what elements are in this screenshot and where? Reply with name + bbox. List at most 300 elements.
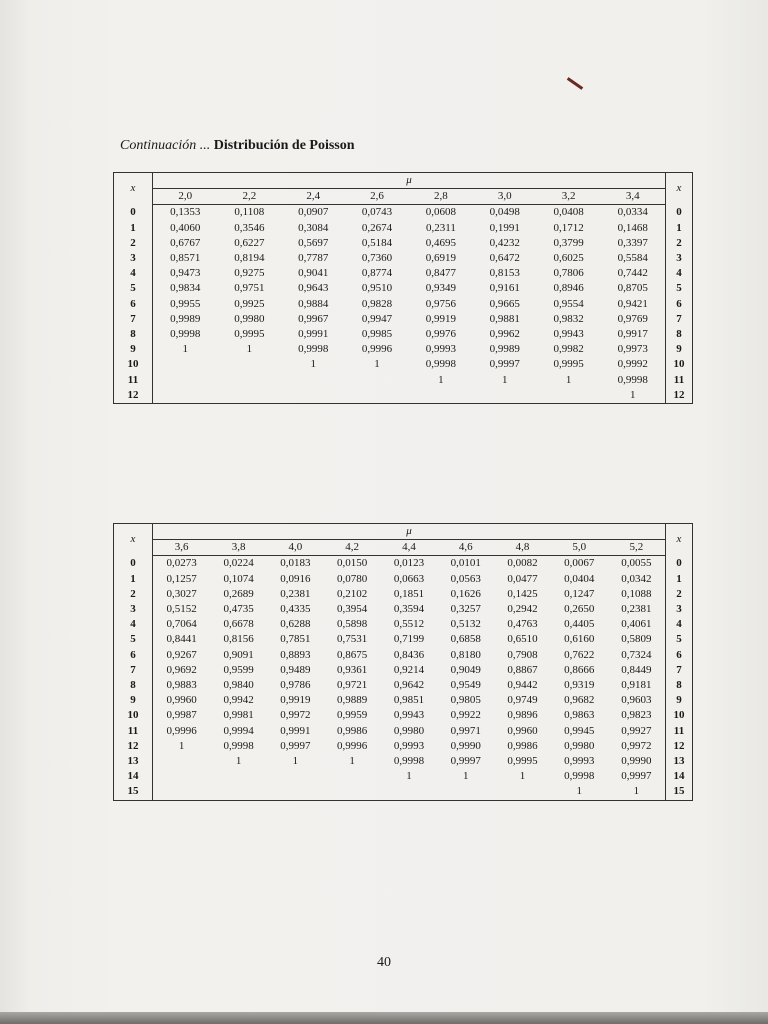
probability-cell: 1 (374, 358, 380, 371)
probability-cell (217, 357, 281, 372)
table-row (114, 587, 693, 602)
probability-cell: 1 (292, 755, 299, 768)
probability-cell (153, 784, 211, 800)
probability-cell: 0,0608 (425, 206, 457, 219)
probability-cell: 0,9980 (564, 739, 595, 752)
probability-cell: 0,9161 (489, 282, 520, 295)
mu-value: 2,4 (281, 189, 345, 205)
x-value-right: 14 (666, 769, 693, 784)
table-row (114, 663, 693, 678)
table-row (114, 281, 693, 296)
x-value-right: 8 (666, 327, 693, 342)
probability-cell: 0,5584 (617, 252, 648, 265)
x-value-left: 14 (114, 769, 153, 784)
probability-cell: 1 (349, 755, 355, 768)
table-row (114, 739, 693, 754)
x-value-right: 8 (666, 678, 693, 693)
x-value-right: 7 (666, 312, 693, 327)
probability-cell: 0,3594 (393, 603, 425, 616)
probability-cell: 0,6160 (564, 633, 595, 646)
x-value-right: 15 (666, 784, 693, 800)
probability-cell: 0,9995 (553, 358, 584, 371)
x-value-left: 10 (114, 708, 153, 723)
probability-cell: 1 (406, 770, 412, 783)
probability-cell: 0,9998 (617, 373, 648, 386)
probability-cell: 0,1425 (507, 587, 538, 600)
probability-cell: 0,8194 (234, 252, 265, 265)
probability-cell (210, 769, 267, 784)
probability-cell: 0,9955 (170, 297, 201, 310)
probability-cell: 0,9986 (507, 739, 538, 752)
x-value-right: 13 (666, 754, 693, 769)
probability-cell: 0,4060 (170, 221, 201, 234)
mu-label: μ (153, 173, 666, 189)
table-row (114, 342, 693, 357)
probability-cell: 0,3257 (450, 603, 481, 616)
probability-cell: 0,9973 (617, 343, 648, 356)
probability-cell: 1 (551, 784, 608, 800)
table-row (114, 327, 693, 342)
table-row (114, 724, 693, 739)
probability-cell: 0,9960 (166, 694, 197, 707)
probability-cell: 1 (502, 373, 508, 386)
probability-cell: 0,9642 (393, 679, 425, 692)
table-row (114, 602, 693, 617)
probability-cell: 0,9980 (234, 312, 265, 325)
probability-cell (537, 388, 601, 404)
probability-cell: 0,0477 (507, 572, 538, 585)
x-value-right: 2 (666, 236, 693, 251)
probability-cell: 0,0224 (223, 557, 254, 570)
mu-value: 2,0 (153, 189, 218, 205)
probability-cell: 0,7199 (393, 633, 425, 646)
probability-cell: 0,9998 (170, 328, 201, 341)
probability-cell: 0,9823 (621, 709, 652, 722)
probability-cell: 0,9665 (489, 297, 520, 310)
probability-cell: 0,9997 (450, 755, 481, 768)
probability-cell: 0,9917 (617, 328, 648, 341)
mu-value: 3,2 (537, 189, 601, 205)
x-value-right: 10 (666, 357, 693, 372)
probability-cell: 0,9996 (337, 739, 368, 752)
table-row (114, 266, 693, 281)
probability-cell: 0,9473 (170, 267, 201, 280)
probability-cell: 0,1353 (170, 206, 201, 219)
probability-cell: 0,9990 (621, 755, 652, 768)
probability-cell: 1 (519, 770, 526, 783)
probability-cell: 0,5898 (337, 618, 368, 631)
x-value-right: 0 (666, 205, 693, 221)
probability-cell: 0,0663 (393, 572, 425, 585)
probability-cell: 0,8675 (337, 648, 368, 661)
x-value-right: 2 (666, 587, 693, 602)
probability-cell: 0,9993 (425, 343, 457, 356)
probability-cell: 0,4695 (425, 236, 457, 249)
probability-cell: 0,9993 (393, 739, 425, 752)
probability-cell: 0,9554 (553, 297, 584, 310)
table-row (114, 648, 693, 663)
probability-cell: 0,3546 (234, 221, 265, 234)
probability-cell: 1 (565, 373, 572, 386)
probability-cell: 0,9989 (489, 343, 520, 356)
probability-cell: 0,1712 (553, 221, 584, 234)
x-value-left: 7 (114, 663, 153, 678)
probability-cell: 0,9756 (425, 297, 457, 310)
probability-cell: 1 (178, 739, 185, 752)
x-value-right: 9 (666, 342, 693, 357)
probability-cell (409, 388, 473, 404)
probability-cell: 0,9319 (564, 679, 595, 692)
probability-cell: 0,9603 (621, 694, 652, 707)
probability-cell: 0,8946 (553, 282, 584, 295)
probability-cell: 0,9972 (621, 739, 652, 752)
x-value-right: 5 (666, 281, 693, 296)
mu-value: 3,6 (153, 540, 211, 556)
probability-cell: 0,9919 (280, 694, 311, 707)
probability-cell (153, 373, 218, 388)
probability-cell: 0,9989 (170, 312, 201, 325)
table-row (114, 784, 693, 800)
x-value-left: 1 (114, 221, 153, 236)
probability-cell: 0,3027 (166, 587, 197, 600)
probability-cell: 0,8449 (621, 663, 652, 676)
x-header-left: x (114, 524, 153, 556)
probability-cell: 0,9998 (298, 343, 329, 356)
probability-cell (267, 769, 324, 784)
table-row (114, 221, 693, 236)
table-row (114, 632, 693, 647)
probability-cell: 0,1247 (564, 587, 595, 600)
probability-cell: 0,9995 (507, 755, 538, 768)
x-value-left: 12 (114, 388, 153, 404)
scan-edge (0, 1012, 768, 1024)
probability-cell: 0,9275 (234, 267, 265, 280)
probability-cell: 0,9994 (223, 724, 254, 737)
probability-cell: 0,7787 (298, 252, 329, 265)
probability-cell: 0,9361 (337, 663, 368, 676)
probability-cell: 0,7908 (507, 648, 538, 661)
probability-cell: 0,0101 (450, 557, 481, 570)
probability-cell: 1 (182, 343, 188, 356)
probability-cell: 0,9922 (450, 709, 481, 722)
probability-cell: 0,8180 (450, 648, 481, 661)
probability-cell: 0,0916 (280, 572, 311, 585)
probability-cell: 0,5809 (621, 633, 652, 646)
probability-cell: 0,9549 (450, 679, 481, 692)
probability-cell: 0,2942 (507, 603, 538, 616)
probability-cell: 0,9510 (361, 282, 393, 295)
table-row (114, 205, 693, 221)
x-value-left: 6 (114, 648, 153, 663)
x-value-left: 6 (114, 297, 153, 312)
probability-cell: 0,8571 (170, 252, 201, 265)
probability-cell: 0,9992 (617, 358, 648, 371)
x-header-right: x (666, 173, 693, 205)
probability-cell: 0,9967 (298, 312, 329, 325)
mu-values-row (114, 189, 693, 205)
probability-cell: 0,9987 (166, 709, 197, 722)
mu-value: 5,2 (608, 540, 666, 556)
x-value-right: 10 (666, 708, 693, 723)
table-row (114, 769, 693, 784)
probability-cell: 0,9786 (280, 679, 311, 692)
probability-cell: 0,9805 (450, 694, 481, 707)
mu-value: 4,2 (324, 540, 381, 556)
probability-cell: 0,9943 (393, 709, 425, 722)
x-value-right: 11 (666, 373, 693, 388)
probability-cell: 0,9851 (393, 694, 425, 707)
probability-cell: 0,5512 (393, 618, 425, 631)
probability-cell: 0,9828 (361, 297, 393, 310)
probability-cell: 0,0067 (564, 557, 595, 570)
x-value-left: 10 (114, 357, 153, 372)
x-value-left: 2 (114, 587, 153, 602)
probability-cell (345, 388, 409, 404)
probability-cell: 0,9991 (280, 724, 311, 737)
probability-cell: 0,4232 (489, 236, 520, 249)
probability-cell: 0,9997 (280, 739, 311, 752)
probability-cell: 0,1851 (393, 587, 425, 600)
x-value-left: 11 (114, 724, 153, 739)
x-value-right: 1 (666, 572, 693, 587)
probability-cell: 0,4061 (621, 618, 652, 631)
x-value-left: 2 (114, 236, 153, 251)
mu-value: 3,4 (601, 189, 666, 205)
probability-cell: 0,9998 (425, 358, 457, 371)
x-value-left: 13 (114, 754, 153, 769)
probability-cell (217, 373, 281, 388)
probability-cell (324, 769, 381, 784)
probability-cell: 0,9749 (507, 694, 538, 707)
probability-cell: 0,9682 (564, 694, 595, 707)
probability-cell: 0,8441 (166, 633, 197, 646)
probability-cell: 0,3954 (337, 603, 368, 616)
probability-cell: 0,9442 (507, 679, 538, 692)
probability-cell: 0,8156 (223, 633, 254, 646)
mu-value: 4,6 (437, 540, 494, 556)
x-value-right: 7 (666, 663, 693, 678)
probability-cell: 0,7324 (621, 648, 652, 661)
probability-cell: 0,0780 (337, 572, 368, 585)
probability-cell (217, 388, 281, 404)
x-value-left: 8 (114, 678, 153, 693)
probability-cell (437, 784, 494, 800)
probability-cell: 0,9990 (450, 739, 481, 752)
mu-label: μ (153, 524, 666, 540)
probability-cell: 0,9985 (361, 328, 393, 341)
x-value-left: 5 (114, 281, 153, 296)
probability-cell: 0,6025 (553, 252, 584, 265)
probability-cell: 0,2381 (280, 587, 311, 600)
probability-cell: 0,9883 (166, 679, 197, 692)
probability-cell: 0,8477 (425, 267, 457, 280)
table-row (114, 388, 693, 404)
probability-cell: 1 (235, 755, 242, 768)
probability-cell (473, 388, 537, 404)
x-value-left: 7 (114, 312, 153, 327)
x-value-right: 3 (666, 602, 693, 617)
poisson-table-1 (113, 172, 693, 404)
probability-cell: 0,9884 (298, 297, 329, 310)
x-value-right: 6 (666, 297, 693, 312)
probability-cell: 0,9863 (564, 709, 595, 722)
probability-cell: 0,1088 (621, 587, 652, 600)
probability-cell: 0,7622 (564, 648, 595, 661)
probability-cell: 0,9925 (234, 297, 265, 310)
table-row (114, 678, 693, 693)
probability-cell: 0,9943 (553, 328, 584, 341)
probability-cell (153, 388, 218, 404)
probability-cell: 1 (601, 388, 666, 404)
x-value-left: 1 (114, 572, 153, 587)
table-row (114, 357, 693, 372)
probability-cell (210, 784, 267, 800)
probability-cell: 0,8705 (617, 282, 648, 295)
probability-cell: 0,2689 (223, 587, 254, 600)
probability-cell: 0,9751 (234, 282, 265, 295)
table-row (114, 693, 693, 708)
probability-cell: 0,6227 (234, 236, 265, 249)
probability-cell (281, 373, 345, 388)
probability-cell: 1 (462, 770, 469, 783)
probability-cell: 0,7442 (617, 267, 648, 280)
mu-value: 3,8 (210, 540, 267, 556)
x-value-right: 4 (666, 617, 693, 632)
probability-cell: 0,9976 (425, 328, 457, 341)
probability-cell (153, 754, 211, 769)
probability-cell: 0,0273 (166, 557, 197, 570)
probability-cell: 0,9881 (489, 312, 520, 325)
probability-cell: 0,4763 (507, 618, 538, 631)
probability-cell: 1 (608, 784, 666, 800)
probability-cell (267, 784, 324, 800)
mu-value: 5,0 (551, 540, 608, 556)
probability-cell: 0,5152 (166, 603, 197, 616)
probability-cell: 0,9945 (564, 724, 595, 737)
probability-cell: 0,2311 (425, 221, 456, 234)
probability-cell: 0,9834 (170, 282, 201, 295)
probability-cell: 0,0334 (617, 206, 648, 219)
probability-cell (153, 769, 211, 784)
probability-cell: 0,0150 (337, 557, 368, 570)
probability-cell: 0,9181 (621, 679, 652, 692)
x-value-left: 8 (114, 327, 153, 342)
x-value-left: 5 (114, 632, 153, 647)
probability-cell: 0,2674 (361, 221, 393, 234)
x-value-right: 11 (666, 724, 693, 739)
probability-cell: 0,0907 (298, 206, 329, 219)
probability-cell: 0,0404 (564, 572, 595, 585)
probability-cell: 0,0183 (280, 557, 311, 570)
probability-cell: 0,3084 (298, 221, 329, 234)
mu-values-row (114, 540, 693, 556)
x-value-right: 6 (666, 648, 693, 663)
heading-title: Distribución de Poisson (213, 138, 355, 153)
probability-cell: 0,6767 (170, 236, 201, 249)
probability-cell: 0,0055 (621, 557, 652, 570)
probability-cell: 0,9927 (621, 724, 652, 737)
probability-cell: 0,7064 (166, 618, 197, 631)
probability-cell: 0,9896 (507, 709, 538, 722)
x-value-left: 11 (114, 373, 153, 388)
probability-cell: 0,3799 (553, 236, 584, 249)
page-heading (120, 138, 355, 154)
x-value-right: 4 (666, 266, 693, 281)
probability-cell: 0,9960 (507, 724, 538, 737)
mu-value: 2,8 (409, 189, 473, 205)
probability-cell: 0,9998 (223, 739, 254, 752)
probability-cell (494, 784, 551, 800)
probability-cell: 1 (310, 358, 316, 371)
probability-cell: 0,9947 (361, 312, 393, 325)
probability-cell: 0,4335 (280, 603, 311, 616)
x-value-left: 15 (114, 784, 153, 800)
probability-cell: 0,6678 (223, 618, 254, 631)
table-row (114, 617, 693, 632)
probability-cell (381, 784, 438, 800)
probability-cell: 0,2650 (564, 603, 595, 616)
x-value-left: 9 (114, 693, 153, 708)
x-value-left: 4 (114, 266, 153, 281)
table-row (114, 754, 693, 769)
x-value-right: 5 (666, 632, 693, 647)
mu-value: 4,4 (381, 540, 438, 556)
mu-value: 3,0 (473, 189, 537, 205)
probability-cell: 0,9489 (280, 663, 311, 676)
probability-cell: 0,4405 (564, 618, 595, 631)
probability-cell: 0,0408 (553, 206, 584, 219)
probability-cell: 0,9981 (223, 709, 254, 722)
table-row (114, 312, 693, 327)
probability-cell: 0,7531 (337, 633, 368, 646)
probability-cell: 0,9840 (223, 679, 254, 692)
probability-cell: 0,8666 (564, 663, 595, 676)
x-value-left: 0 (114, 556, 153, 572)
probability-cell: 0,9998 (564, 770, 595, 783)
x-value-left: 4 (114, 617, 153, 632)
probability-cell: 0,9972 (280, 709, 311, 722)
x-value-left: 3 (114, 251, 153, 266)
probability-cell: 0,1074 (223, 572, 254, 585)
mu-value: 2,6 (345, 189, 409, 205)
probability-cell: 0,9982 (553, 343, 584, 356)
probability-cell: 0,9599 (223, 663, 254, 676)
probability-cell: 0,9993 (564, 755, 595, 768)
probability-cell: 0,0563 (450, 572, 481, 585)
probability-cell: 0,6288 (280, 618, 311, 631)
probability-cell: 0,2102 (337, 587, 368, 600)
probability-cell: 0,1108 (234, 206, 265, 219)
probability-cell: 0,9349 (425, 282, 457, 295)
table-row (114, 297, 693, 312)
probability-cell: 0,6919 (425, 252, 457, 265)
x-value-right: 12 (666, 388, 693, 404)
probability-cell: 0,9998 (393, 755, 425, 768)
mu-value: 4,0 (267, 540, 324, 556)
x-value-left: 12 (114, 739, 153, 754)
probability-cell: 0,9959 (337, 709, 368, 722)
table-row (114, 373, 693, 388)
probability-cell: 0,8774 (361, 267, 393, 280)
x-value-right: 3 (666, 251, 693, 266)
x-header-right: x (666, 524, 693, 556)
table-row (114, 251, 693, 266)
stray-ink-mark (567, 77, 583, 90)
probability-cell: 0,9041 (298, 267, 329, 280)
probability-cell: 0,9986 (337, 724, 368, 737)
probability-cell: 0,7806 (553, 267, 584, 280)
probability-cell: 0,9971 (450, 724, 481, 737)
